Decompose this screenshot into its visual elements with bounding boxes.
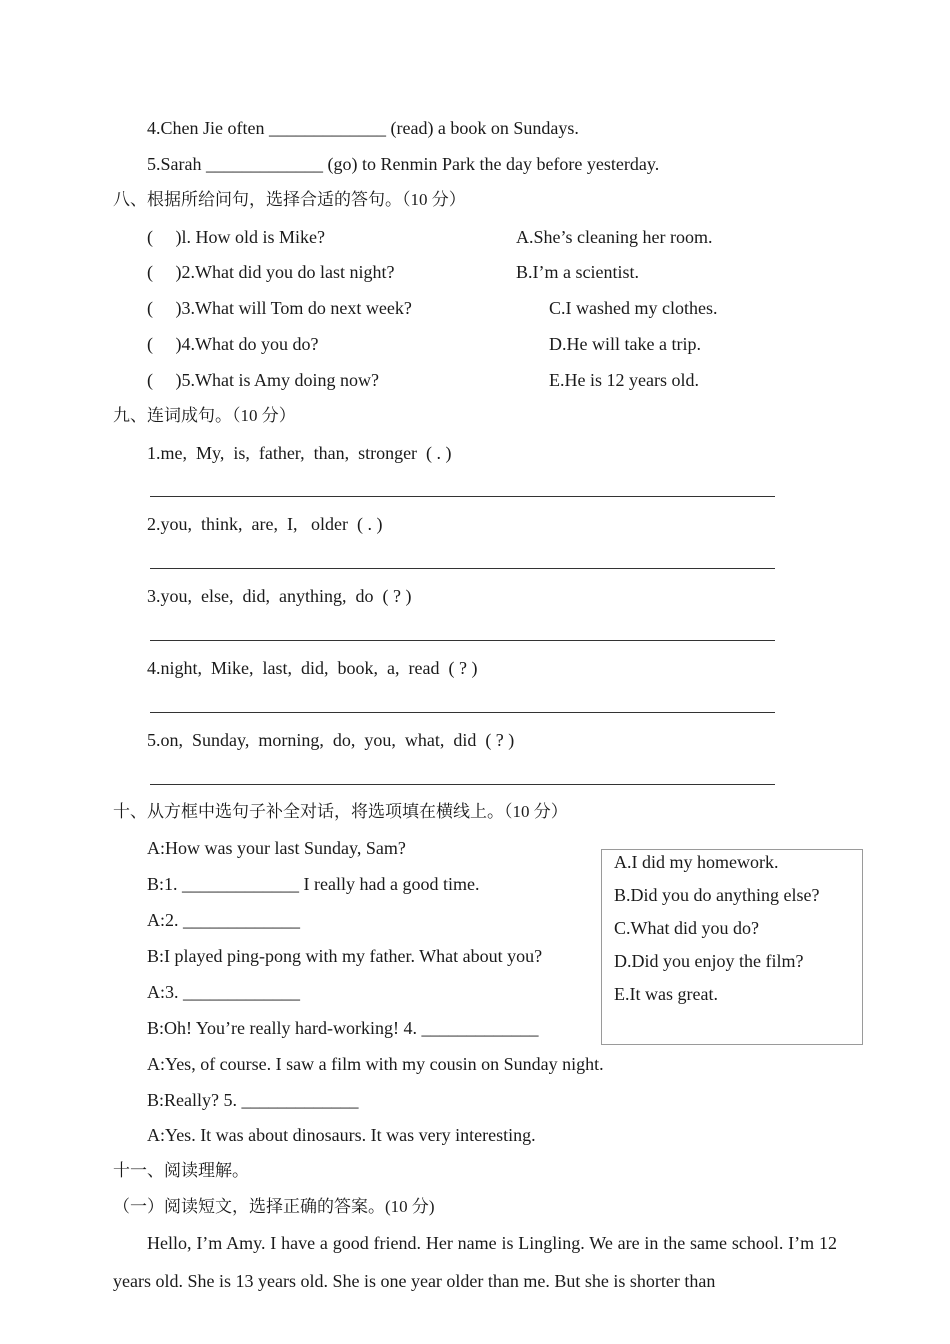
match-answer-a: A.She’s cleaning her room. — [516, 227, 713, 247]
dialogue-line-2: B:1. _____________ I really had a good time. — [147, 874, 480, 894]
match-question-2: ( )2.What did you do last night? — [147, 262, 395, 282]
answer-line-2 — [150, 568, 775, 569]
dialogue-line-1: A:How was your last Sunday, Sam? — [147, 838, 406, 858]
part11-subheading: （一）阅读短文，选择正确的答案。(10 分) — [113, 1197, 435, 1217]
match-question-4: ( )4.What do you do? — [147, 334, 319, 354]
match-answer-c: C.I washed my clothes. — [549, 298, 718, 318]
part10-heading: 十、从方框中选句子补全对话，将选项填在横线上。（10 分） — [113, 802, 568, 822]
dialogue-line-3: A:2. _____________ — [147, 910, 300, 930]
option-c: C.What did you do? — [614, 918, 759, 938]
match-answer-e: E.He is 12 years old. — [549, 370, 699, 390]
dialogue-line-5: A:3. _____________ — [147, 982, 300, 1002]
match-question-1: ( )l. How old is Mike? — [147, 227, 325, 247]
match-question-5: ( )5.What is Amy doing now? — [147, 370, 379, 390]
option-d: D.Did you enjoy the film? — [614, 951, 804, 971]
dialogue-line-7: A:Yes, of course. I saw a film with my cousin on Sunday night. — [147, 1054, 604, 1074]
answer-line-1 — [150, 496, 775, 497]
answer-line-3 — [150, 640, 775, 641]
sentence-item-5: 5.on, Sunday, morning, do, you, what, did ( ? ) — [147, 730, 515, 750]
part9-heading: 九、连词成句。（10 分） — [113, 406, 296, 426]
sentence-item-2: 2.you, think, are, I, older ( . ) — [147, 514, 383, 534]
dialogue-line-4: B:I played ping-pong with my father. What about you? — [147, 946, 543, 966]
answer-line-5 — [150, 784, 775, 785]
option-e: E.It was great. — [614, 984, 718, 1004]
dialogue-line-8: B:Really? 5. _____________ — [147, 1090, 359, 1110]
sentence-item-3: 3.you, else, did, anything, do ( ? ) — [147, 586, 412, 606]
match-answer-b: B.I’m a scientist. — [516, 262, 639, 282]
part8-heading: 八、根据所给问句，选择合适的答句。（10 分） — [113, 190, 466, 210]
fill-blank-q5: 5.Sarah _____________ (go) to Renmin Park the day before yesterday. — [147, 154, 660, 174]
fill-blank-q4: 4.Chen Jie often _____________ (read) a book on Sundays. — [147, 118, 579, 138]
sentence-item-1: 1.me, My, is, father, than, stronger ( . ) — [147, 443, 452, 463]
match-question-3: ( )3.What will Tom do next week? — [147, 298, 412, 318]
option-b: B.Did you do anything else? — [614, 885, 820, 905]
part11-heading: 十一、阅读理解。 — [113, 1161, 249, 1181]
dialogue-line-9: A:Yes. It was about dinosaurs. It was very interesting. — [147, 1125, 536, 1145]
option-a: A.I did my homework. — [614, 852, 779, 872]
options-box — [601, 849, 863, 1045]
answer-line-4 — [150, 712, 775, 713]
dialogue-line-6: B:Oh! You’re really hard-working! 4. _____________ — [147, 1018, 539, 1038]
match-answer-d: D.He will take a trip. — [549, 334, 701, 354]
sentence-item-4: 4.night, Mike, last, did, book, a, read ( ? ) — [147, 658, 478, 678]
reading-passage: Hello, I’m Amy. I have a good friend. Her name is Lingling. We are in the same school. I’m 12 years old. She is 13 years old. She is one year older than me. But she is shorter than — [113, 1233, 837, 1291]
